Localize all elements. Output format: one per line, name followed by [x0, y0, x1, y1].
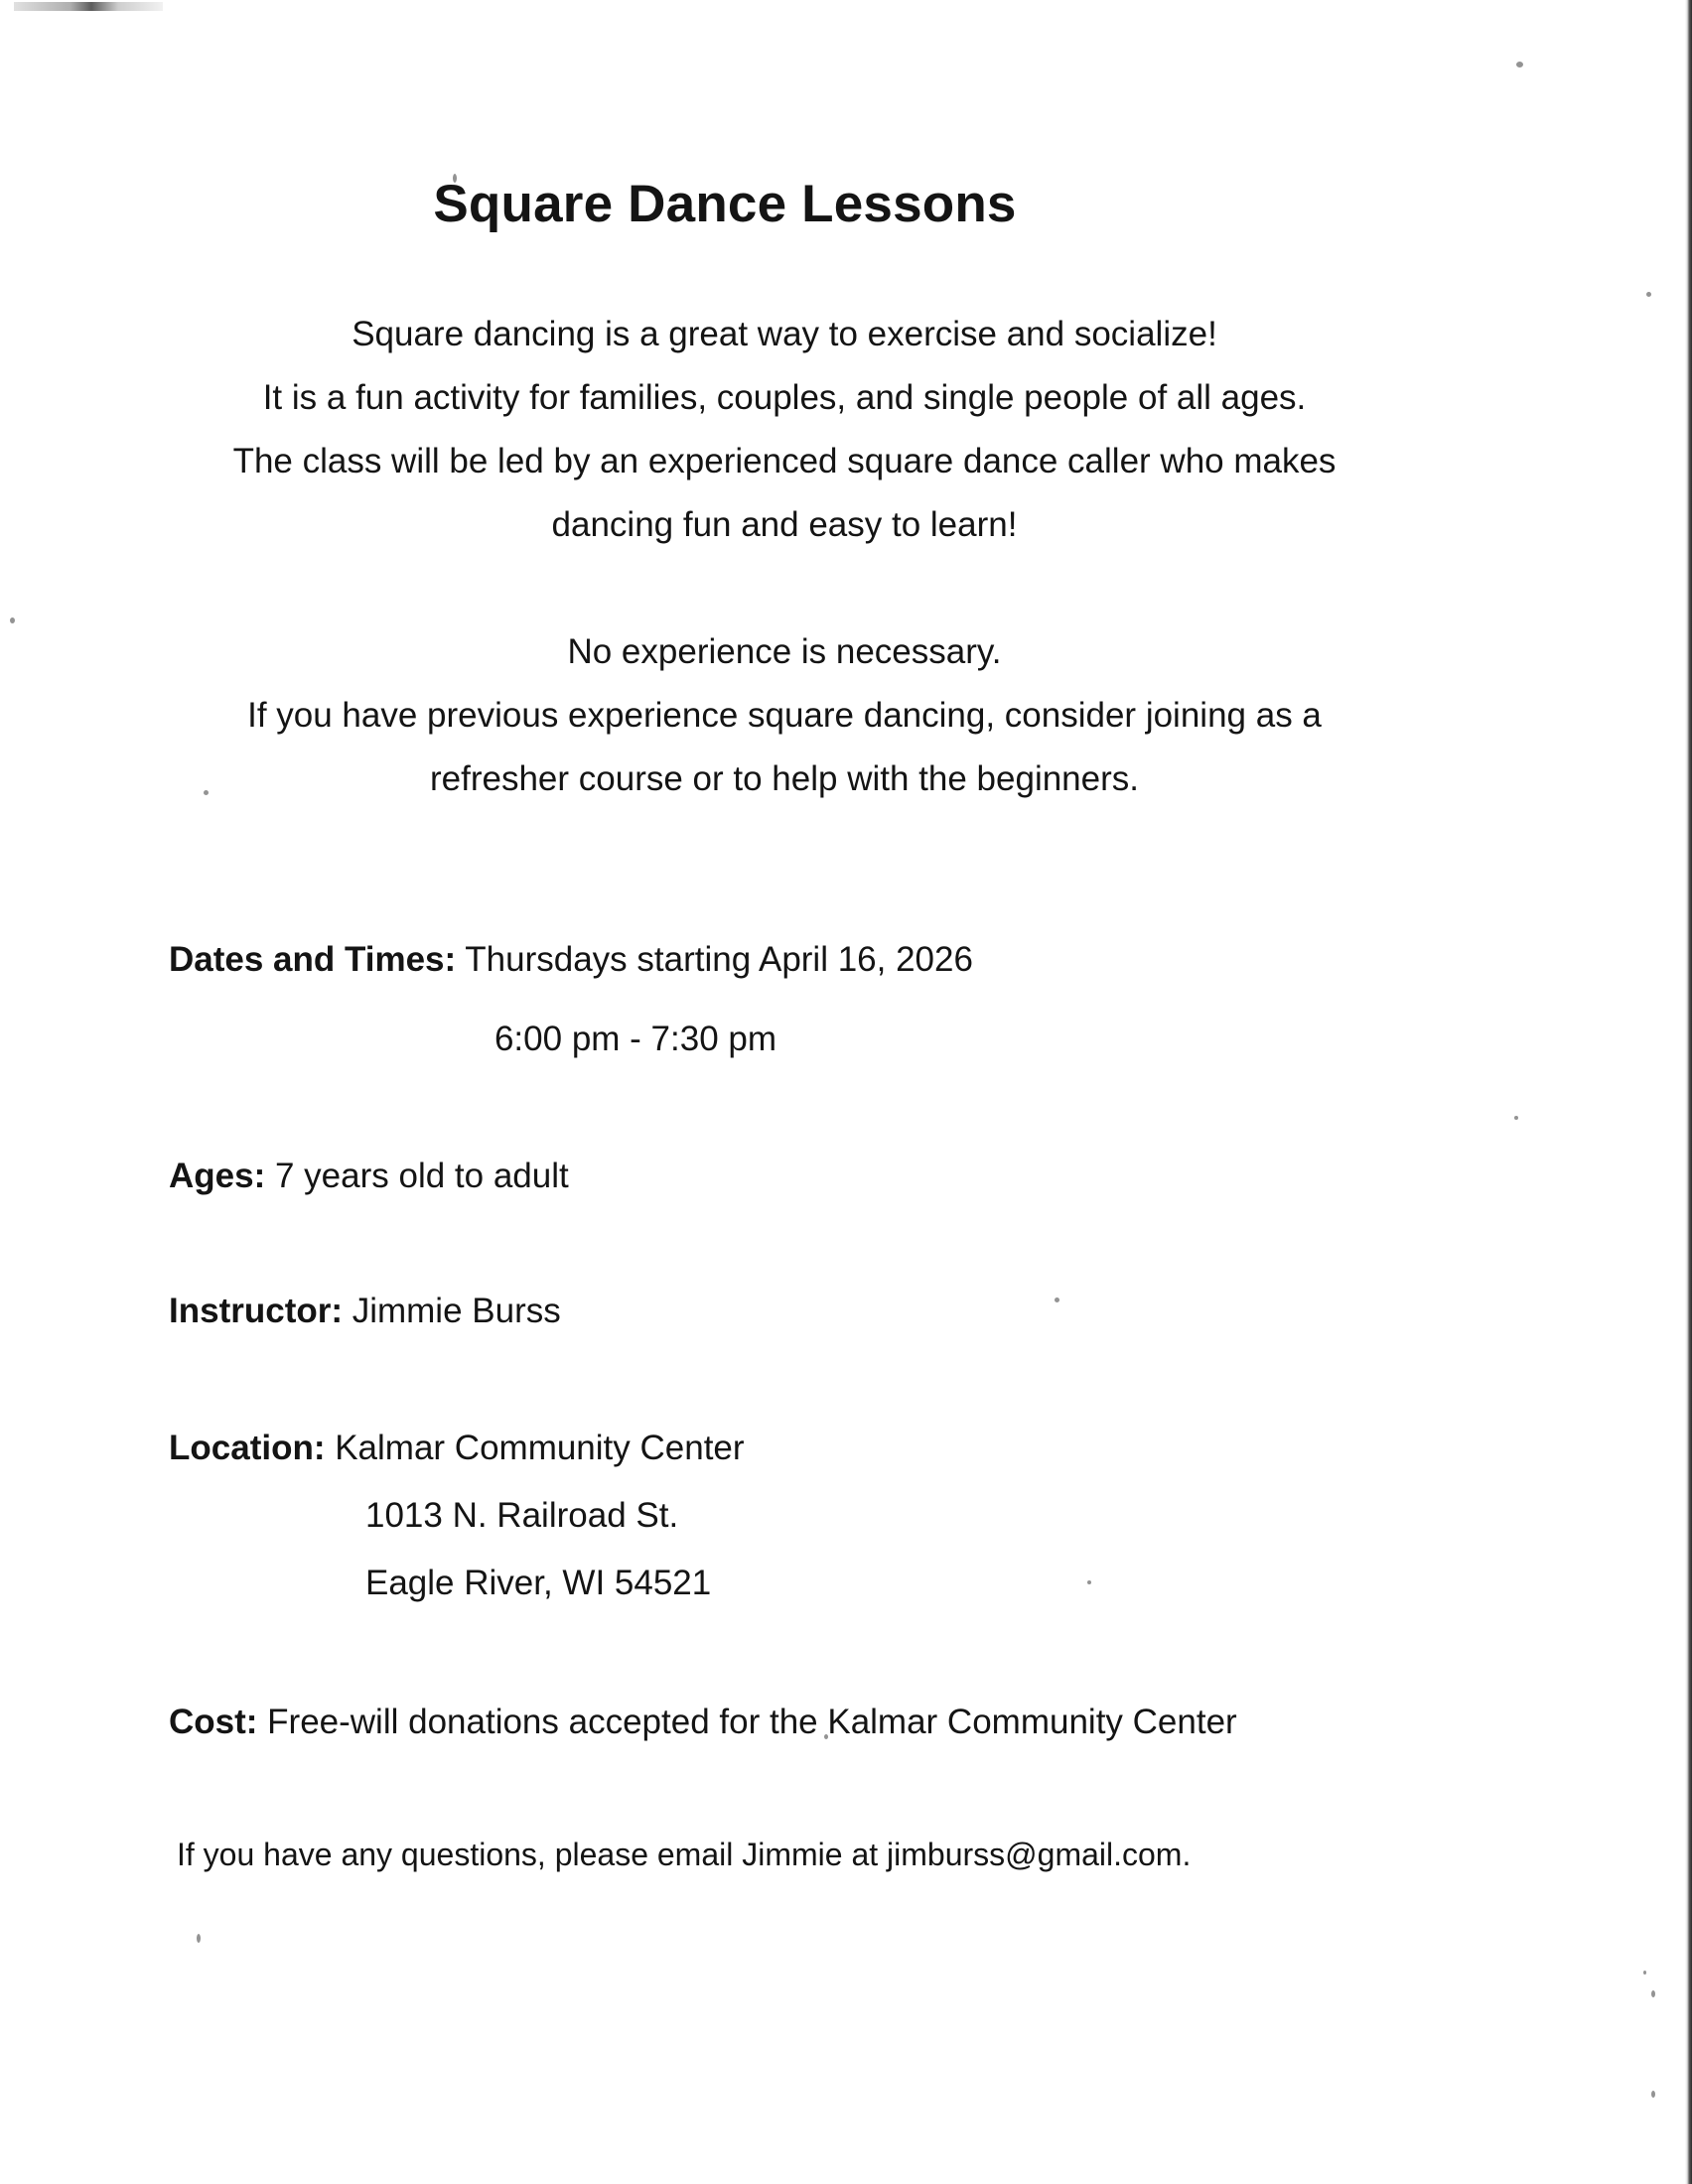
- contact-footer: If you have any questions, please email Jimmie at jimburss@gmail.com.: [177, 1837, 1192, 1872]
- location-city-state-zip: Eagle River, WI 54521: [365, 1564, 712, 1602]
- scan-speck: [1646, 292, 1651, 297]
- location-label: Location:: [169, 1429, 326, 1467]
- experience-paragraph: [129, 620, 1440, 811]
- dates-and-times-label: Dates and Times:: [169, 940, 457, 979]
- location-field: [169, 1424, 745, 1473]
- scan-speck: [1516, 62, 1523, 68]
- instructor-value: Jimmie Burss: [343, 1292, 561, 1330]
- scan-speck: [1087, 1580, 1091, 1584]
- dates-and-times-field: [169, 935, 973, 985]
- scan-speck: [1055, 1297, 1059, 1302]
- scan-speck: [10, 617, 15, 623]
- intro-paragraph: [129, 303, 1440, 557]
- intro-line-2: It is a fun activity for families, couples, and single people of all ages.: [262, 378, 1307, 417]
- ages-value: 7 years old to adult: [265, 1157, 569, 1195]
- experience-line-3: refresher course or to help with the beginners.: [430, 759, 1139, 798]
- scan-speck: [197, 1934, 201, 1943]
- experience-line-1: No experience is necessary.: [567, 632, 1002, 671]
- scan-speck: [1651, 1990, 1655, 1997]
- page-title: Square Dance Lessons: [433, 175, 1017, 233]
- scan-artifact-right-edge: [1685, 0, 1692, 2184]
- intro-line-1: Square dancing is a great way to exercise and socialize!: [352, 315, 1217, 353]
- scan-speck: [1643, 1971, 1646, 1975]
- ages-label: Ages:: [169, 1157, 266, 1195]
- class-time-value: 6:00 pm - 7:30 pm: [494, 1020, 777, 1058]
- scan-speck: [1651, 2091, 1655, 2098]
- location-street: 1013 N. Railroad St.: [365, 1496, 679, 1535]
- ages-field: [169, 1152, 569, 1201]
- intro-line-3: The class will be led by an experienced square dance caller who makes: [232, 442, 1337, 480]
- scan-speck: [1514, 1116, 1518, 1120]
- dates-and-times-value: Thursdays starting April 16, 2026: [456, 940, 973, 979]
- location-value: Kalmar Community Center: [325, 1429, 745, 1467]
- cost-label: Cost:: [169, 1703, 258, 1741]
- experience-line-2: If you have previous experience square dancing, consider joining as a: [247, 696, 1322, 735]
- cost-field: [169, 1698, 1237, 1747]
- instructor-field: [169, 1287, 561, 1336]
- intro-line-4: dancing fun and easy to learn!: [551, 505, 1018, 544]
- instructor-label: Instructor:: [169, 1292, 343, 1330]
- cost-value: Free-will donations accepted for the Kalmar Community Center: [257, 1703, 1237, 1741]
- scan-artifact-top-left: [14, 2, 163, 11]
